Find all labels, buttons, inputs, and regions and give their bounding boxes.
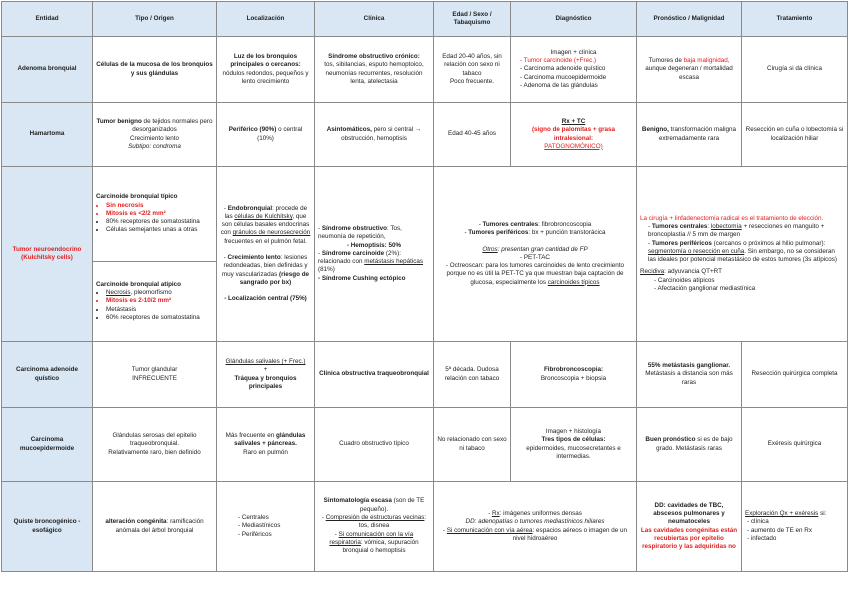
hamartoma-prono: Benigno, transformación maligna extremadamente rara <box>637 103 742 167</box>
row-neuro-a <box>2 167 848 262</box>
row-cme <box>2 408 848 482</box>
cme-clinica: Cuadro obstructivo típico <box>315 408 434 482</box>
quiste-trat: Exploración Qx + exéresis si: - clínica - aumento de TE en Rx - infectado <box>742 482 848 572</box>
row-hamartoma <box>2 103 848 167</box>
quiste-clinica: Sintomatología escasa (son de TE pequeño). - Compresión de estructuras vecinas: tos, disnea - Si comunicación con la vía respiratoria: vómica, supuración bronquial o hemoptisis <box>315 482 434 572</box>
entity-cad: Carcinoma adenoide quístico <box>2 342 93 408</box>
neuro-tipico: Carcinoide bronquial típico • Sin necrosis • Mitosis es <2/2 mm² • 80% receptores de somatostatina • Células semejantes unas a otras <box>93 167 217 262</box>
quiste-prono: DD: cavidades de TBC, abscesos pulmonares y neumatoceles Las cavidades congénitas están recubiertas por epitelio respiratorio y las adquiridas no <box>637 482 742 572</box>
hamartoma-dx: Rx + TC (signo de palomitas + grasa intralesional: PATOGNOMÓNICO) <box>511 103 637 167</box>
adenoma-edad: Edad 20-40 años, sin relación con sexo ni tabaco Poco frecuente. <box>434 37 511 103</box>
adenoma-clinica: Síndrome obstructivo crónico: tos, sibilancias, esputo hemoptoico, neumonías recurrentes, resolución lenta, atelectasia <box>315 37 434 103</box>
cad-loc: Glándulas salivales (+ Frec.) + Tráquea y bronquios principales <box>217 342 315 408</box>
row-adenoma <box>2 37 848 103</box>
neuro-prono-trat: La cirugía + linfadenectomía radical es el tratamiento de elección. - Tumores centrales: lobectomía + resecciones en manguito + broncoplastia // 5 mm de margen - Tumores periféricos (cercanos o próximos al hilio pulmonar): segmentomía o resección en cuña. Sin embargo, no se consideran las ideales por potencial metastásico de estos tumores (3s atípicos) Recidiva: adyuvancia QT+RT - Carcinoides atípicos - Afectación ganglionar mediastínica <box>637 167 848 342</box>
header-clinica: Clínica <box>315 2 434 37</box>
neuro-loc: - Endobronquial: procede de las células de Kulchitsky, que son células basales endocrinas con gránulos de neurosecreción frecuentes en el pulmón fetal. - Crecimiento lento: lesiones redondeadas, bien definidas y muy vascularizadas (riesgo de sangrado por bx) - Localización central (75%) <box>217 167 315 342</box>
quiste-dx: - Rx: imágenes uniformes densas DD: adenopatías o tumores mediastínicos hiliares - Si comunicación con vía aérea: espacios aéreos o imagen de un nivel hidroaéreo <box>434 482 637 572</box>
header-tipo: Tipo / Origen <box>93 2 217 37</box>
neuro-clinica: - Síndrome obstructivo: Tos, neumonía de repetición, - Hemoptisis: 50% - Síndrome carcinoide (2%): relacionado con metástasis hepáticas (81%) - Síndrome Cushing ectópico <box>315 167 434 342</box>
quiste-tipo: alteración congénita: ramificación anómala del árbol bronquial <box>93 482 217 572</box>
cad-edad: 5ª década. Dudosa relación con tabaco <box>434 342 511 408</box>
header-pronostico: Pronóstico / Malignidad <box>637 2 742 37</box>
header-tratamiento: Tratamiento <box>742 2 848 37</box>
cad-trat: Resección quirúrgica completa <box>742 342 848 408</box>
row-quiste <box>2 482 848 572</box>
cme-dx: Imagen + histología Tres tipos de células: epidermoides, mucosecretantes e intermedias. <box>511 408 637 482</box>
header-diagnostico: Diagnóstico <box>511 2 637 37</box>
comparison-table <box>1 1 848 572</box>
cme-tipo: Glándulas serosas del epitelio traqueobronquial. Relativamente raro, bien definido <box>93 408 217 482</box>
entity-quiste: Quiste broncogénico - esofágico <box>2 482 93 572</box>
cme-trat: Exéresis quirúrgica <box>742 408 848 482</box>
entity-cme: Carcinoma mucoepidermoide <box>2 408 93 482</box>
entity-hamartoma: Hamartoma <box>2 103 93 167</box>
cad-prono: 55% metástasis ganglionar. Metástasis a distancia son más raras <box>637 342 742 408</box>
adenoma-dx: Imagen + clínica - Tumor carcinoide (+Frec.) - Carcinoma adenoide quístico - Carcinoma mucoepidermoide - Adenoma de las glándulas <box>511 37 637 103</box>
adenoma-prono: Tumores de baja malignidad, aunque degeneran / mortalidad escasa <box>637 37 742 103</box>
hamartoma-edad: Edad 40-45 años <box>434 103 511 167</box>
adenoma-tipo: Células de la mucosa de los bronquios y sus glándulas <box>93 37 217 103</box>
cad-dx: Fibrobroncoscopia: Broncoscopia + biopsia <box>511 342 637 408</box>
hamartoma-trat: Resección en cuña o lobectomía si localización hiliar <box>742 103 848 167</box>
header-entidad: Entidad <box>2 2 93 37</box>
hamartoma-tipo: Tumor benigno de tejidos normales pero desorganizados Crecimiento lento Subtipo: condroma <box>93 103 217 167</box>
cme-edad: No relacionado con sexo ni tabaco <box>434 408 511 482</box>
row-cad <box>2 342 848 408</box>
header-edad: Edad / Sexo / Tabaquismo <box>434 2 511 37</box>
hamartoma-clinica: Asintomáticos, pero si central → obstrucción, hemoptisis <box>315 103 434 167</box>
cme-loc: Más frecuente en glándulas salivales + páncreas. Raro en pulmón <box>217 408 315 482</box>
hamartoma-loc: Periférico (90%) o central (10%) <box>217 103 315 167</box>
cad-tipo: Tumor glandular INFRECUENTE <box>93 342 217 408</box>
neuro-dx: - Tumores centrales: fibrobroncoscopia - Tumores periféricos: bx + punción transtorácica Otros: presentan gran cantidad de FP - PET-TAC - Octreoscan: para los tumores carcinoides de lento crecimiento porque no es útil la PET-TC ya que muestran baja captación de glucosa, especialmente los carcinoides típicos <box>434 167 637 342</box>
adenoma-loc: Luz de los bronquios principales o cercanos: nódulos redondos, pequeños y lento crecimiento <box>217 37 315 103</box>
entity-neuro: Tumor neuroendocrino (Kulchitsky cells) <box>2 167 93 342</box>
cme-prono: Buen pronóstico si es de bajo grado. Metástasis raras <box>637 408 742 482</box>
header-localizacion: Localización <box>217 2 315 37</box>
quiste-loc: - Centrales - Mediastínicos - Periféricos <box>217 482 315 572</box>
entity-adenoma: Adenoma bronquial <box>2 37 93 103</box>
adenoma-trat: Cirugía si da clínica <box>742 37 848 103</box>
neuro-atipico: Carcinoide bronquial atípico • Necrosis, pleomorfismo • Mitosis es 2-10/2 mm² • Metástasis • 60% receptores de somatostatina <box>93 262 217 342</box>
header-row <box>2 2 848 37</box>
cad-clinica: Clínica obstructiva traqueobronquial <box>315 342 434 408</box>
